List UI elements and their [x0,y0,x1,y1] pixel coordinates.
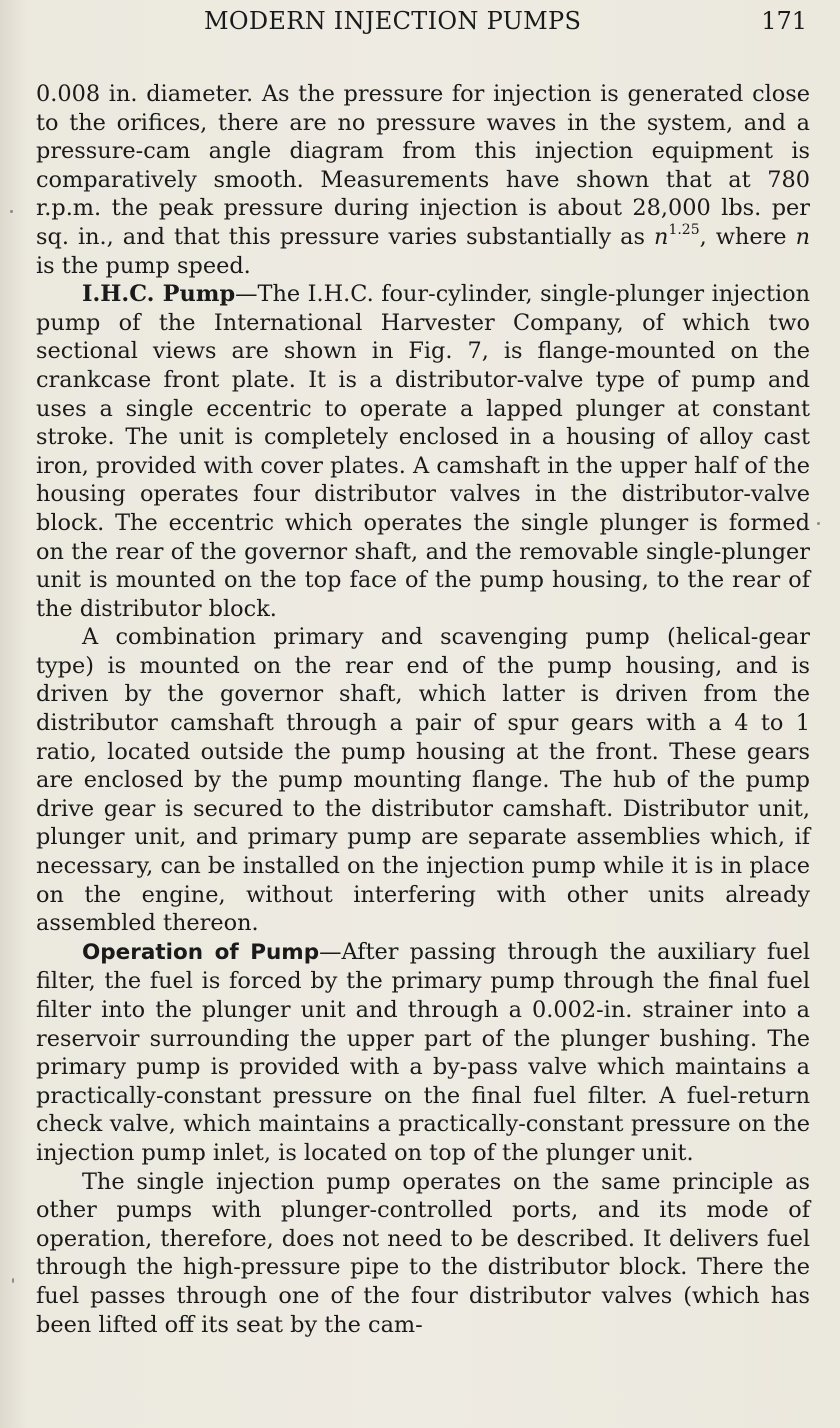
paragraph-pressure [36,80,810,280]
paragraph-text: , where [699,223,796,250]
print-speck [12,1278,14,1283]
paragraph-single-pump [36,1168,810,1340]
print-speck [10,210,13,213]
paragraph-text: The single injection pump operates on the same principle as other pumps with plunger-controlled ports, and its mode of operation, therefore, does not need to be described. It delivers fuel through the high-pressure pipe to the distributor block. There the fuel passes through one of the four distributor valves (which has been lifted off its seat by the cam- [36,1168,810,1338]
section-heading-ihc-pump: I.H.C. Pump [82,281,236,308]
paragraph-text: is the pump speed. [36,252,251,279]
paragraph-ihc-pump [36,280,810,623]
paragraph-text: —After passing through the auxiliary fuel filter, the fuel is forced by the primary pump through the final fuel filter into the plunger unit and through a 0.002-in. strainer into a reservoir surrounding the upper part of the plunger bushing. The primary pump is provided with a by-pass valve which maintains a practically-constant pressure on the final fuel filter. A fuel-return check valve, which maintains a practically-constant pressure on the injection pump inlet, is located on top of the plunger unit. [36,938,810,1166]
page-header [36,0,810,80]
paragraph-primary-pump [36,623,810,938]
math-variable: n [654,223,669,250]
paragraph-text: A combination primary and scavenging pump (helical-gear type) is mounted on the rear end of the pump housing, and is driven by the governor shaft, which latter is driven from the distributor camshaft through a pair of spur gears with a 4 to 1 ratio, located outside the pump housing at the front. These gears are enclosed by the pump mounting flange. The hub of the pump drive gear is secured to the distributor camshaft. Distributor unit, plunger unit, and primary pump are separate assemblies which, if necessary, can be installed on the injection pump while it is in place on the engine, without interfering with other units already assembled thereon. [36,624,810,937]
paragraph-text: —The I.H.C. four-cylinder, single-plunger injection pump of the International Harvester Company, of which two sectional views are shown in Fig. 7, is flange-mounted on the crankcase front plate. It is a distributor-valve type of pump and uses a single eccentric to operate a lapped plunger at constant stroke. The unit is completely enclosed in a housing of alloy cast iron, provided with cover plates. A camshaft in the upper half of the housing operates four distributor valves in the distributor-valve block. The eccentric which operates the single plunger is formed on the rear of the governor shaft, and the removable single-plunger unit is mounted on the top face of the pump housing, to the rear of the distributor block. [36,281,811,622]
paragraph-operation [36,938,810,1168]
page-number: 171 [761,7,807,35]
section-heading-operation: Operation of Pump [82,939,320,965]
print-speck [817,522,820,525]
math-variable: n [795,223,810,250]
running-head: MODERN INJECTION PUMPS [204,7,582,35]
exponent: 1.25 [668,221,700,238]
body-text [36,80,810,1339]
paragraph-text: 0.008 in. diameter. As the pressure for injection is generated close to the orifices, there are no pressure waves in the system, and a pressure-cam angle diagram from this injection equipment is comparatively smooth. Measurements have shown that at 780 r.p.m. the peak pressure during injection is about 28,000 lbs. per sq. in., and that this pressure varies substantially as [36,81,810,250]
